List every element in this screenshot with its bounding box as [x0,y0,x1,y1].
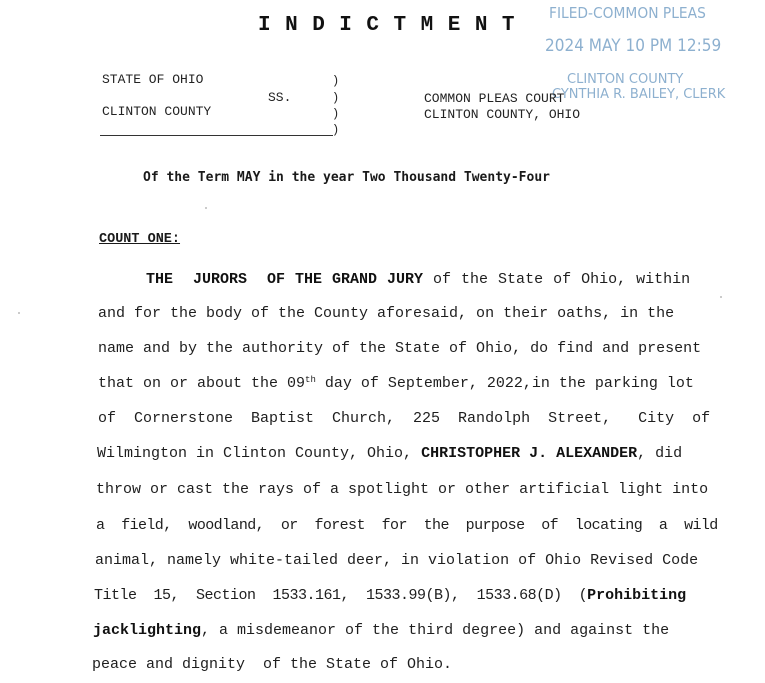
caption-brace: ) [332,107,340,121]
body-line-11: jacklighting, a misdemeanor of the third degree) and against the [93,622,670,639]
body-line-5: of Cornerstone Baptist Church, 225 Randolph Street, City of [98,410,711,427]
count-heading: COUNT ONE: [99,232,181,247]
stamp-filed-text: FILED-COMMON PLEAS [549,4,706,22]
body-line-12: peace and dignity of the State of Ohio. [92,656,453,673]
scan-speck [205,207,207,209]
caption-county: CLINTON COUNTY [102,104,212,119]
caption-brace: ) [332,74,340,88]
body-line-10: Title 15, Section 1533.161, 1533.99(B), 1533.68(D) (Prohibiting [94,587,687,604]
caption-ss: SS. [268,90,292,105]
stamp-clerk: CYNTHIA R. BAILEY, CLERK [552,87,726,102]
caption-state: STATE OF OHIO [102,72,204,87]
caption-brace: ) [332,123,340,137]
defendant-name: CHRISTOPHER J. ALEXANDER [421,445,638,462]
body-line-6: Wilmington in Clinton County, Ohio, CHRISTOPHER J. ALEXANDER, did [97,445,683,462]
body-line-2: and for the body of the County aforesaid, on their oaths, in the [98,305,675,322]
scan-speck [18,312,20,314]
offense-title-continued: jacklighting [93,622,202,639]
term-statement: Of the Term MAY in the year Two Thousand Twenty-Four [143,170,550,185]
body-line-9: animal, namely white-tailed deer, in violation of Ohio Revised Code [95,552,699,569]
body-line-3: name and by the authority of the State of Ohio, do find and present [98,340,702,357]
body-line-7: throw or cast the rays of a spotlight or other artificial light into [96,481,709,498]
court-location: CLINTON COUNTY, OHIO [424,107,581,122]
grand-jury-phrase: THE JURORS OF THE GRAND JURY [146,271,424,288]
caption-underline [100,135,333,136]
offense-title: Prohibiting [587,587,687,604]
document-title: INDICTMENT [258,14,530,37]
caption-brace: ) [332,91,340,105]
body-line-1: THE JURORS OF THE GRAND JURY of the State of Ohio, within [146,271,691,288]
stamp-county: CLINTON COUNTY [567,72,684,87]
court-name: COMMON PLEAS COURT [424,91,565,106]
body-line-4: that on or about the 09th day of September, 2022,in the parking lot [98,375,694,392]
body-line-8: a field, woodland, or forest for the purpose of locating a wild [96,517,718,534]
scan-speck [720,296,722,298]
stamp-datetime: 2024 MAY 10 PM 12:59 [545,36,722,56]
